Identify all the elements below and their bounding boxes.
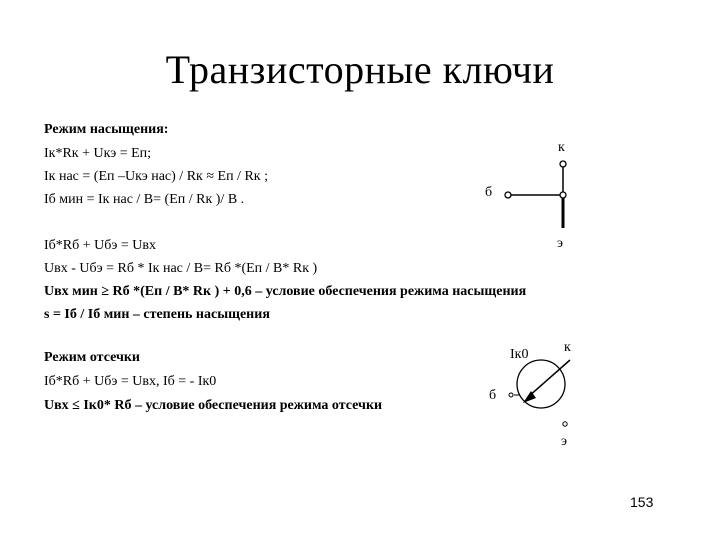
saturation-line-4: Iб*Rб + Uбэ = Uвх: [44, 238, 156, 253]
saturation-line-3: Iб мин = Iк нас / B= (Eп / Rк )/ B .: [44, 192, 245, 207]
saturation-line-5: Uвх - Uбэ = Rб * Iк нас / B= Rб *(Eп / B* Rк ): [44, 261, 318, 276]
saturation-line-1: Iк*Rк + Uкэ = Eп;: [44, 146, 152, 161]
slide-title: Транзисторные ключи: [165, 47, 555, 92]
cutoff-heading: Режим отсечки: [44, 350, 140, 365]
base-label: б: [485, 185, 493, 200]
cutoff-line-1: Iб*Rб + Uбэ = Uвх, Iб = - Iк0: [44, 374, 217, 389]
saturation-diagram: [505, 161, 566, 228]
page-number: 153: [630, 494, 654, 510]
base-label-2: б: [489, 388, 497, 403]
cutoff-line-2: Uвх ≤ Iк0* Rб – условие обеспечения режима отсечки: [44, 398, 383, 413]
leakage-current-label: Iк0: [510, 347, 529, 362]
collector-label: к: [558, 140, 565, 155]
arrowhead: [523, 391, 536, 403]
saturation-line-2: Iк нас = (Eп –Uкэ нас) / Rк ≈ Eп / Rк ;: [44, 169, 268, 184]
base-terminal: [509, 393, 513, 397]
emitter-terminal: [563, 422, 567, 426]
junction-node: [560, 192, 566, 198]
saturation-line-6: Uвх мин ≥ Rб *(Eп / B* Rк ) + 0,6 – условие обеспечения режима насыщения: [44, 284, 527, 299]
base-terminal: [505, 192, 511, 198]
saturation-heading: Режим насыщения:: [44, 122, 169, 137]
collector-label-2: к: [564, 340, 571, 355]
cutoff-diagram: [509, 360, 570, 426]
saturation-line-7: s = Iб / Iб мин – степень насыщения: [44, 307, 270, 322]
emitter-label-2: э: [561, 434, 568, 449]
emitter-label: э: [557, 236, 564, 251]
collector-terminal: [560, 161, 566, 167]
current-loop: [517, 360, 565, 408]
